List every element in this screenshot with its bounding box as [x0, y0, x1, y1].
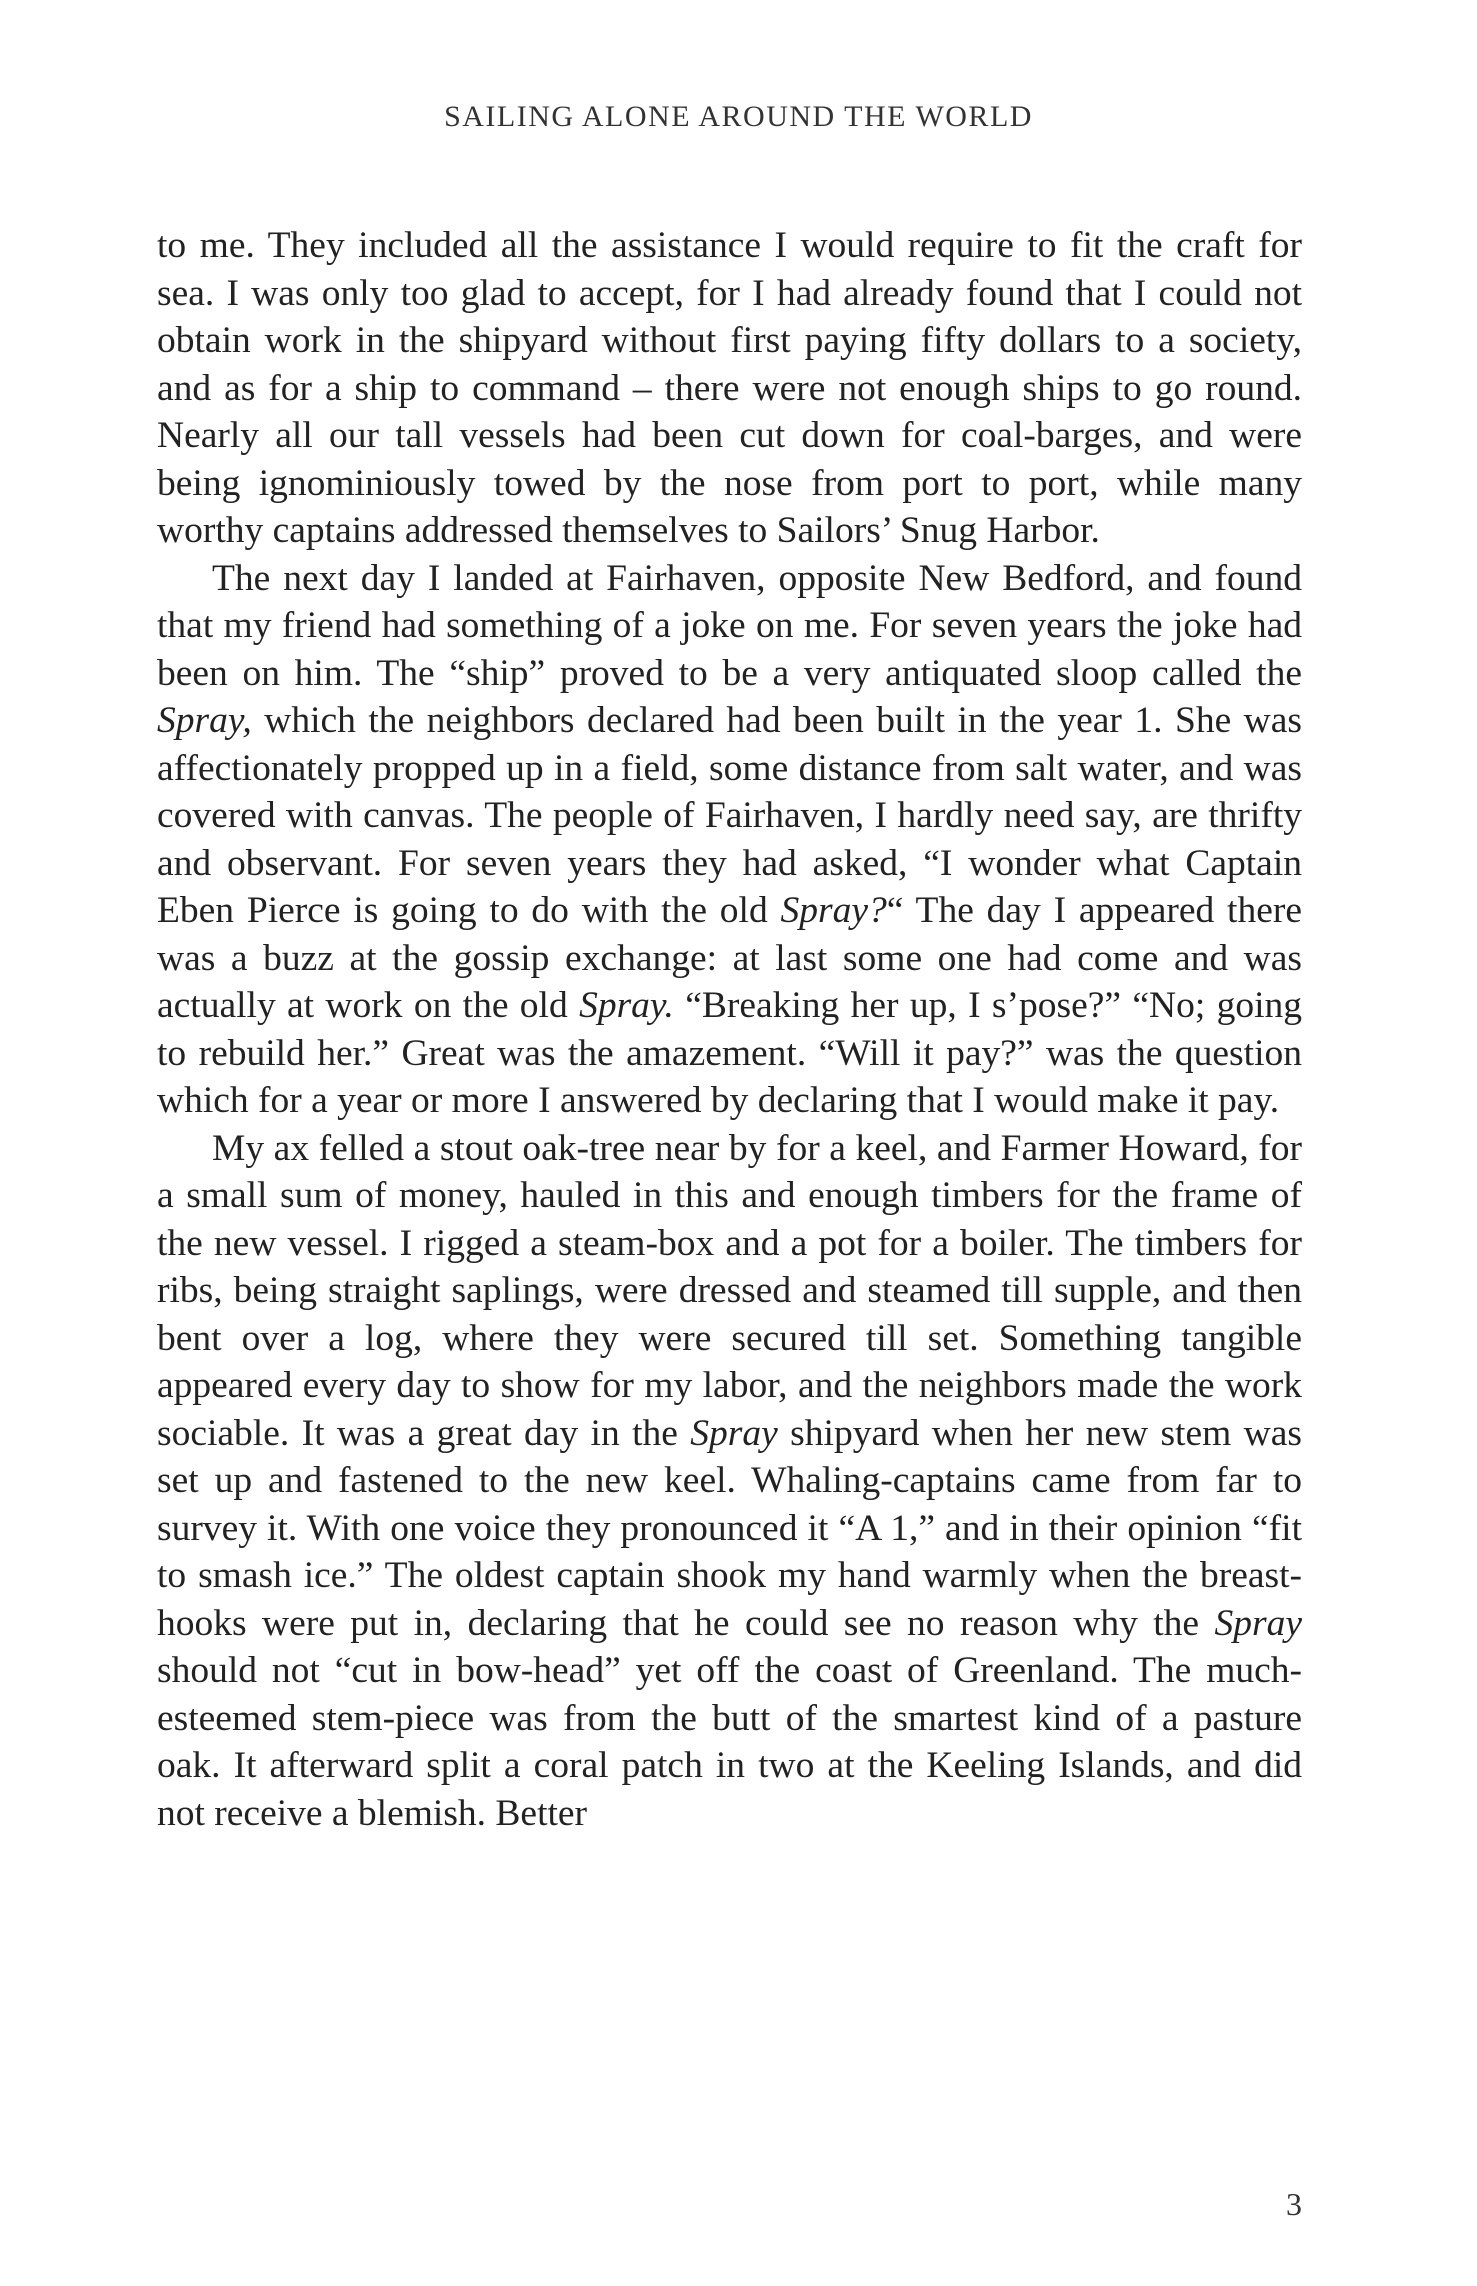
paragraph — [157, 555, 1302, 1125]
body-text — [157, 222, 1302, 1837]
italic-ship-name: Spray, — [157, 700, 252, 741]
text-run: “ The day I appeared there was a buzz at the gossip exchange: at last some one had come and was actually at work on the old — [157, 890, 1302, 1026]
italic-ship-name: Spray — [1214, 1602, 1302, 1644]
text-run: “Breaking her up, I s’pose?” “No; going to rebuild her.” Great was the amazement. “Will it pay?” was the question which for a year or more I answered by declaring that I would make it pay. — [157, 985, 1302, 1121]
italic-ship-name: Spray? — [780, 890, 887, 931]
italic-ship-name: Spray — [690, 1412, 778, 1454]
text-run: to me. They included all the assistance I would require to fit the craft for sea. I was only too glad to accept, for I had already found that I could not obtain work in the shipyard without first paying fifty dollars to a society, and as for a ship to command – there were not enough ships to go round. Nearly all our tall vessels had been cut down for coal-barges, and were being ignominiously towed by the nose from port to port, while many worthy captains addressed themselves to Sailors’ Snug Harbor. — [157, 225, 1302, 551]
paragraph — [157, 1125, 1302, 1838]
text-run: The next day I landed at Fairhaven, opposite New Bedford, and found that my friend had something of a joke on me. For seven years the joke had been on him. The “ship” proved to be a very antiquated sloop called the — [157, 557, 1302, 694]
page-number: 3 — [1286, 2186, 1302, 2222]
text-run: My ax felled a stout oak-tree near by for a keel, and Farmer Howard, for a small sum of money, hauled in this and enough timbers for the frame of the new vessel. I rigged a steam-box and a pot for a boiler. The timbers for ribs, being straight saplings, were dressed and steamed till supple, and then bent over a log, where they were secured till set. Something tangible appeared every day to show for my labor, and the neighbors made the work sociable. It was a great day in the — [157, 1127, 1302, 1454]
text-run: should not “cut in bow-head” yet off the coast of Greenland. The much-esteemed stem-piece was from the butt of the smartest kind of a pasture oak. It afterward split a coral patch in two at the Keeling Islands, and did not receive a blemish. Better — [157, 1650, 1302, 1834]
text-run: which the neighbors declared had been built in the year 1. She was affectionately propped up in a field, some distance from salt water, and was covered with canvas. The people of Fairhaven, I hardly need say, are thrifty and observant. For seven years they had asked, “I wonder what Captain Eben Pierce is going to do with the old — [157, 700, 1302, 931]
paragraph — [157, 222, 1302, 555]
italic-ship-name: Spray. — [579, 985, 674, 1026]
text-run: shipyard when her new stem was set up and fastened to the new keel. Whaling-captains came from far to survey it. With one voice they pronounced it “A 1,” and in their opinion “fit to smash ice.” The oldest captain shook my hand warmly when the breast-hooks were put in, declaring that he could see no reason why the — [157, 1412, 1302, 1644]
running-title: SAILING ALONE AROUND THE WORLD — [444, 100, 1033, 133]
